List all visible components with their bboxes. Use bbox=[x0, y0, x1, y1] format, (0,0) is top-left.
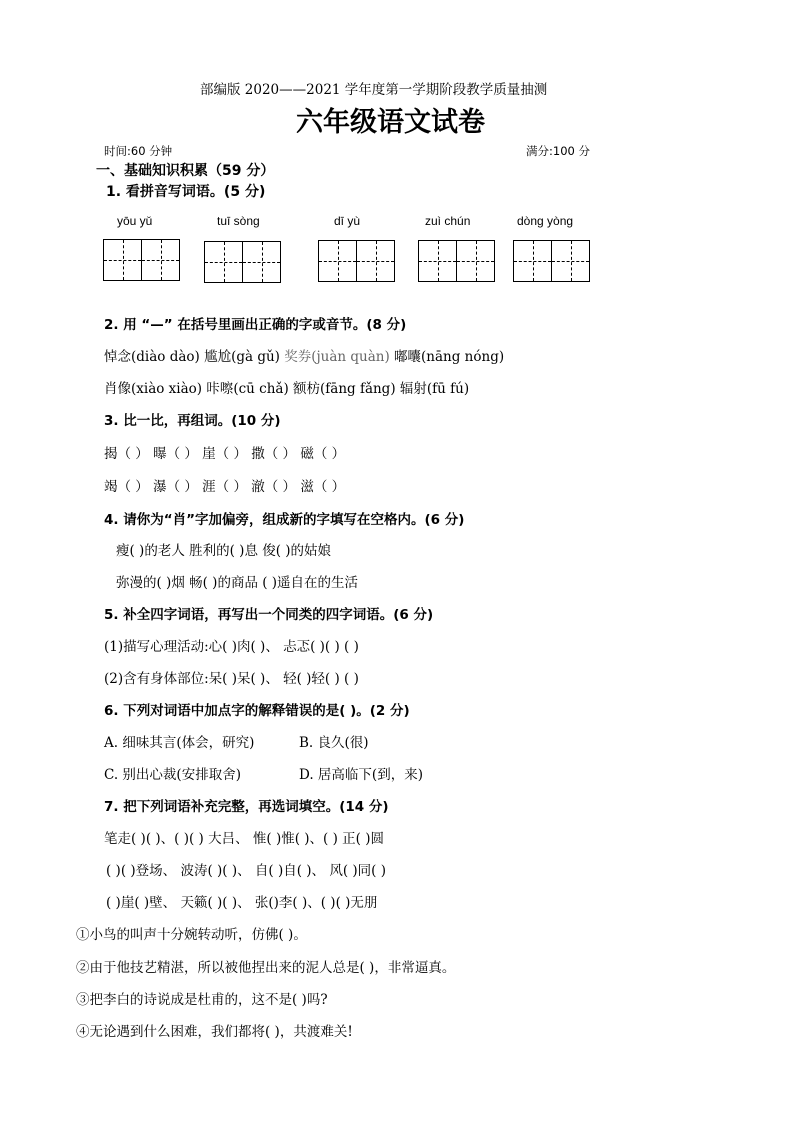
q2-title: 2. 用 “—” 在括号里画出正确的字或音节。(8 分) bbox=[104, 317, 407, 333]
q7-sentence-4[interactable]: ④无论遇到什么困难，我们都将( )，共渡难关! bbox=[76, 1024, 353, 1040]
q1-pinyin-3: dī yù bbox=[334, 214, 361, 228]
q7-row-1[interactable]: 笔走( )( )、( )( ) 大吕、 惟( )惟( )、( ) 正( )圆 bbox=[104, 831, 384, 847]
q6-option-c[interactable]: C. 别出心裁(安排取舍) bbox=[104, 767, 241, 783]
exam-time: 时间:60 分钟 bbox=[104, 144, 173, 158]
q1-pinyin-2: tuī sòng bbox=[217, 214, 260, 228]
q2-line-1-a: 悼念(diào dào) 尴尬(gà gǔ) bbox=[104, 349, 285, 365]
q2-line-1-b: 奖券(juàn quàn) bbox=[284, 349, 390, 365]
q7-sentence-1[interactable]: ①小鸟的叫声十分婉转动听，仿佛( )。 bbox=[76, 927, 307, 943]
q6-option-d[interactable]: D. 居高临下(到，来) bbox=[299, 767, 423, 783]
q2-line-1-c: 嘟囔(nāng nóng) bbox=[389, 349, 505, 365]
part1-title: 一、基础知识积累（59 分） bbox=[96, 163, 275, 179]
q3-row-1[interactable]: 揭（ ） 曝（ ） 崖（ ） 撒（ ） 磁（ ） bbox=[104, 446, 346, 462]
exam-title: 六年级语文试卷 bbox=[296, 107, 485, 138]
q7-row-2[interactable]: ( )( )登场、 波涛( )( )、 自( )自( )、 风( )同( ) bbox=[106, 863, 386, 879]
q5-row-2[interactable]: (2)含有身体部位:呆( )呆( )、 轻( )轻( ) ( ) bbox=[104, 671, 359, 687]
q6-option-a[interactable]: A. 细味其言(体会，研究) bbox=[104, 735, 255, 751]
q7-sentence-3[interactable]: ③把李白的诗说成是杜甫的，这不是( )吗? bbox=[76, 992, 328, 1008]
q6-option-b[interactable]: B. 良久(很) bbox=[299, 735, 369, 751]
answer-grid-4[interactable] bbox=[418, 240, 495, 282]
q4-row-2[interactable]: 弥漫的( )烟 畅( )的商品 ( )遥自在的生活 bbox=[116, 575, 359, 591]
exam-score: 满分:100 分 bbox=[526, 144, 590, 158]
q2-line-2: 肖像(xiào xiào) 咔嚓(cū chǎ) 额枋(fāng fǎng) 辐射(fū fú) bbox=[104, 381, 470, 397]
answer-grid-1[interactable] bbox=[103, 239, 180, 281]
q3-title: 3. 比一比，再组词。(10 分) bbox=[104, 413, 281, 429]
exam-subtitle: 部编版 2020——2021 学年度第一学期阶段教学质量抽测 bbox=[200, 82, 548, 98]
q4-title: 4. 请你为“肖”字加偏旁，组成新的字填写在空格内。(6 分) bbox=[104, 512, 465, 528]
q5-row-1[interactable]: (1)描写心理活动:心( )肉( )、 忐忑( )( ) ( ) bbox=[104, 639, 359, 655]
q1-title: 1. 看拼音写词语。(5 分) bbox=[106, 184, 266, 200]
answer-grid-3[interactable] bbox=[318, 240, 395, 282]
q7-title: 7. 把下列词语补充完整，再选词填空。(14 分) bbox=[104, 799, 389, 815]
answer-grid-2[interactable] bbox=[204, 241, 281, 283]
q3-row-2[interactable]: 竭（ ） 瀑（ ） 涯（ ） 澈（ ） 滋（ ） bbox=[104, 479, 346, 495]
q1-pinyin-4: zuì chún bbox=[425, 214, 471, 228]
q7-row-3[interactable]: ( )崖( )壁、 天籁( )( )、 张()李( )、( )( )无朋 bbox=[106, 895, 378, 911]
q7-sentence-2[interactable]: ②由于他技艺精湛，所以被他捏出来的泥人总是( )，非常逼真。 bbox=[76, 960, 456, 976]
q1-pinyin-5: dòng yòng bbox=[517, 214, 574, 228]
q5-title: 5. 补全四字词语，再写出一个同类的四字词语。(6 分) bbox=[104, 607, 434, 623]
q1-pinyin-1: yōu yǔ bbox=[117, 214, 153, 228]
answer-grid-5[interactable] bbox=[513, 240, 590, 282]
q6-title: 6. 下列对词语中加点字的解释错误的是( )。(2 分) bbox=[104, 703, 410, 719]
q2-line-1 bbox=[104, 345, 504, 365]
q4-row-1[interactable]: 瘦( )的老人 胜利的( )息 俊( )的姑娘 bbox=[116, 543, 332, 559]
